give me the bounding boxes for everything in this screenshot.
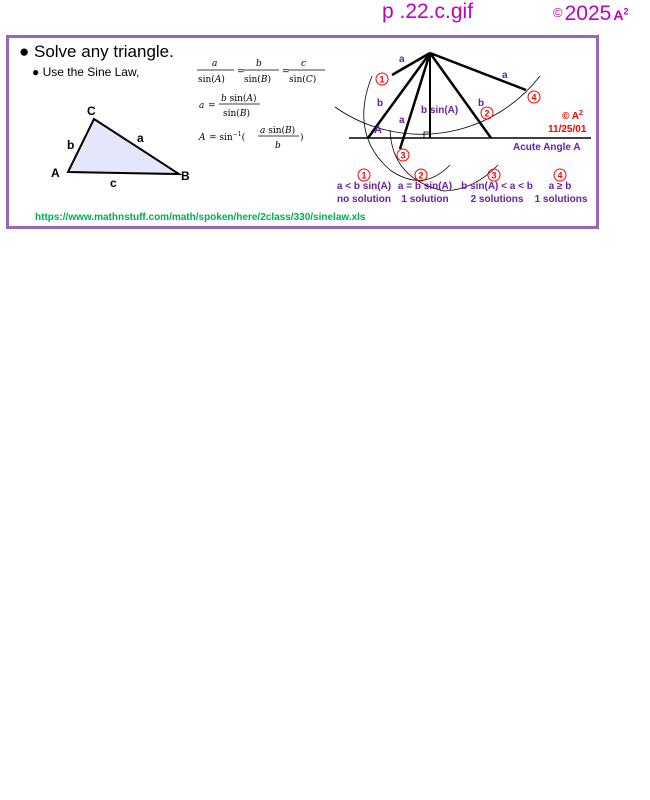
- case-2-number: 2: [418, 170, 424, 181]
- copyright-year: 2025: [564, 2, 612, 25]
- vertex-a-label: A: [51, 166, 60, 180]
- svg-text:b sin(A): b sin(A): [221, 94, 257, 104]
- svg-text:a: a: [212, 59, 218, 69]
- sine-law-figure: [9, 38, 596, 226]
- case-3-result: 2 solutions: [470, 194, 524, 205]
- svg-text:b: b: [256, 59, 262, 69]
- case-4-condition: a ≥ b: [548, 181, 572, 192]
- svg-text:sin(B): sin(B): [223, 109, 250, 119]
- case-column-2: [398, 169, 452, 205]
- svg-text:3: 3: [400, 150, 406, 161]
- sine-law-panel: [6, 35, 599, 229]
- case-4-result: 1 solutions: [534, 194, 588, 205]
- case-3-number: 3: [491, 170, 497, 181]
- vertex-c-label: C: [87, 104, 96, 118]
- svg-text:c: c: [301, 59, 307, 69]
- marker-4-icon: [528, 91, 540, 103]
- height-label: b sin(A): [421, 105, 459, 116]
- case-column-3: [461, 169, 533, 205]
- diagram-b-label-2: b: [478, 98, 485, 109]
- svg-text:=: =: [282, 67, 290, 77]
- copyright-mark: [553, 2, 628, 26]
- svg-text:1: 1: [379, 74, 385, 85]
- case-3-condition: b sin(A) < a < b: [461, 181, 533, 192]
- case-2-condition: a = b sin(A): [397, 181, 453, 192]
- side-b-label: b: [67, 138, 75, 152]
- case-2-result: 1 solution: [401, 194, 449, 205]
- example-triangle: [68, 119, 179, 174]
- panel-title: ● Solve any triangle.: [19, 42, 174, 61]
- case-1-number: 1: [361, 170, 367, 181]
- panel-subtitle: ● Use the Sine Law,: [32, 65, 140, 79]
- case-4-number: 4: [557, 170, 563, 181]
- svg-text:b: b: [275, 141, 281, 151]
- source-link[interactable]: https://www.mathnstuff.com/math/spoken/here/2class/330/sinelaw.xls: [35, 212, 366, 223]
- svg-text:sin(B): sin(B): [244, 75, 271, 85]
- diagram-a-label-4: a: [502, 70, 508, 81]
- svg-text:= sin−1(: = $\sin^{-1}$(: [209, 131, 246, 143]
- diagram-b-label-1: b: [377, 98, 384, 109]
- diagram-caption: Acute Angle A: [513, 142, 581, 153]
- svg-text:sin(A): sin(A): [198, 75, 225, 85]
- svg-text:a: a: [199, 101, 205, 111]
- sine-law-formulas: [197, 59, 325, 151]
- vertex-b-label: B: [181, 169, 190, 183]
- ambiguous-case-diagram: [335, 53, 591, 191]
- diagram-a-label-1: a: [399, 54, 405, 65]
- diagram-date: 11/25/01: [548, 124, 587, 135]
- svg-text:sin(C): sin(C): [289, 75, 317, 85]
- side-a-label: a: [137, 131, 144, 145]
- svg-text:A: A: [199, 133, 206, 143]
- svg-text:4: 4: [531, 92, 537, 103]
- brand-logo: $A^2$: [613, 6, 629, 23]
- case-1-result: no solution: [337, 194, 391, 205]
- diagram-vertex-a-label: A: [374, 124, 382, 136]
- marker-3-icon: [397, 149, 409, 161]
- case-1-condition: a < b sin(A): [336, 181, 392, 192]
- copyright-icon: ©: [553, 5, 563, 20]
- svg-text:=: =: [208, 101, 216, 111]
- side-c-label: c: [110, 176, 117, 190]
- file-name-label: p .22.c.gif: [382, 0, 474, 23]
- svg-text:=: =: [237, 67, 245, 77]
- diagram-credit: © $A^2$: [562, 110, 583, 122]
- marker-1-icon: [376, 73, 388, 85]
- svg-text:2: 2: [484, 108, 490, 119]
- case-column-1: [337, 169, 391, 205]
- marker-2-icon: [481, 107, 493, 119]
- svg-text:): ): [300, 133, 304, 143]
- diagram-a-label-3: a: [399, 115, 405, 126]
- svg-text:a sin(B): a sin(B): [260, 126, 296, 136]
- case-column-4: [535, 169, 588, 205]
